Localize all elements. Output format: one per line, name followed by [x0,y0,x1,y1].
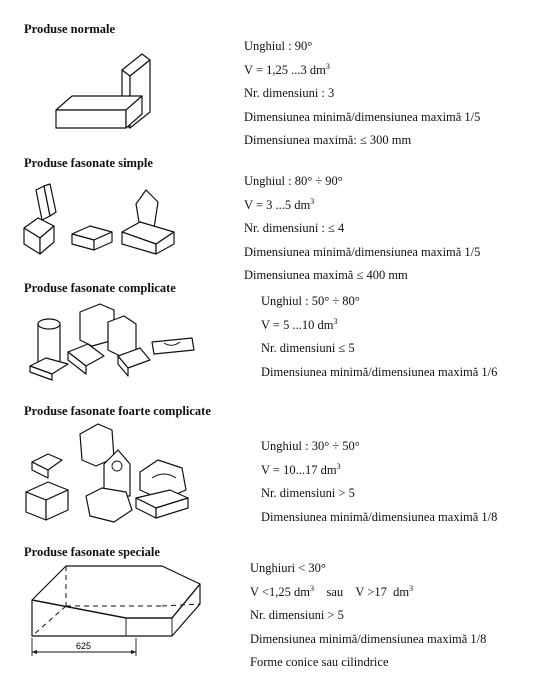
section-title-simple: Produse fasonate simple [24,156,153,170]
prop-volume: V = 3 ...5 $dm^3$ [244,196,315,212]
props-foarte-complicate [261,435,497,529]
prop-angle: Unghiuri < 30° [250,561,326,575]
prop-max-dim: Dimensiunea maximă: ≤ 300 mm [244,133,412,147]
prop-volume: V = 1,25 ...3 $dm^3$ [244,61,330,77]
prop-dim-ratio: Dimensiunea minimă/dimensiunea maximă 1/5 [244,244,481,259]
foarte-complicate-shapes-illustration [18,420,198,532]
prop-dim-count: Nr. dimensiuni > 5 [250,608,344,622]
section-title-speciale: Produse fasonate speciale [24,545,160,559]
prop-angle: Unghiul : 50° ÷ 80° [261,294,360,308]
prop-shape-note: Forme conice sau cilindrice [250,655,389,669]
prop-dim-count: Nr. dimensiuni > 5 [261,486,355,500]
special-shape-illustration [26,560,236,665]
prop-dim-count: Nr. dimensiuni : ≤ 4 [244,221,345,235]
prop-dim-count: Nr. dimensiuni ≤ 5 [261,341,355,355]
prop-dim-ratio: Dimensiunea minimă/dimensiunea maximă 1/6 [261,364,498,379]
prop-dim-ratio: Dimensiunea minimă/dimensiunea maximă 1/5 [244,109,481,124]
props-complicate [261,290,497,384]
props-normale [244,35,480,153]
prop-max-dim: Dimensiunea maximă ≤ 400 mm [244,268,408,282]
prop-angle: Unghiul : 90° [244,39,313,53]
prop-dim-ratio: Dimensiunea minimă/dimensiunea maximă 1/8 [261,509,498,524]
simple-shapes-illustration [18,182,188,267]
prop-volume: V = 5 ...10 $dm^3$ [261,316,338,332]
prop-volume: V <1,25 $dm^3$ sau V >17 $dm^3$ [250,583,414,599]
section-title-foarte-complicate: Produse fasonate foarte complicate [24,404,211,418]
props-speciale [250,557,486,675]
props-simple [244,170,480,288]
prop-dim-count: Nr. dimensiuni : 3 [244,86,335,100]
section-title-normale: Produse normale [24,22,116,36]
prop-angle: Unghiul : 80° ÷ 90° [244,174,343,188]
section-title-complicate: Produse fasonate complicate [24,281,176,295]
dimension-label: 625 [76,641,92,651]
prop-angle: Unghiul : 30° ÷ 50° [261,439,360,453]
prop-volume: V = 10...17 $dm^3$ [261,461,341,477]
complicate-shapes-illustration [24,296,204,386]
brick-normal-illustration [50,48,180,138]
prop-dim-ratio: Dimensiunea minimă/dimensiunea maximă 1/8 [250,631,487,646]
